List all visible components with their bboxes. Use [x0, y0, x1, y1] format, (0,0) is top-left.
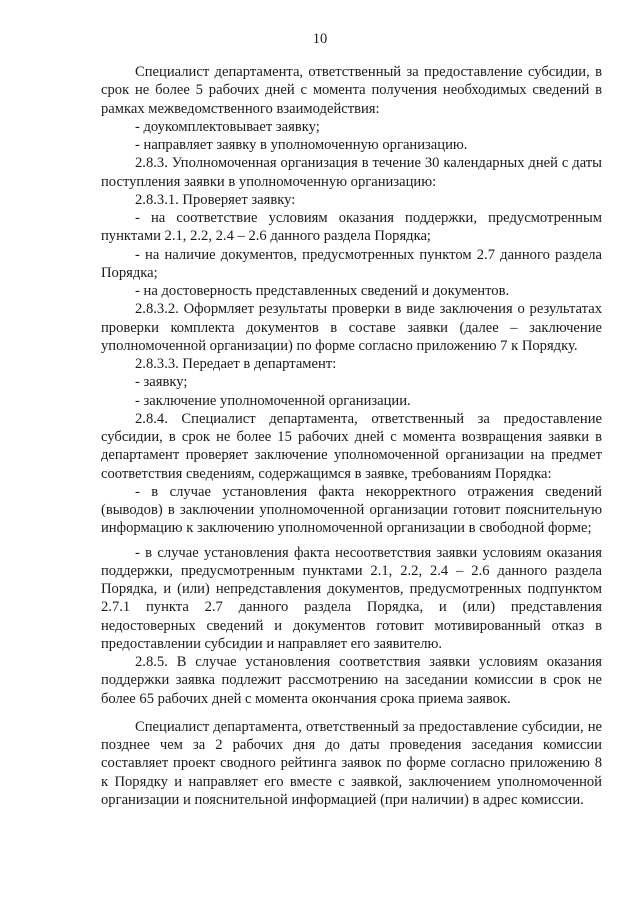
list-item-conclusion: - заключение уполномоченной организации. — [135, 392, 411, 409]
paragraph-2-8-3: 2.8.3. Уполномоченная организация в течение 30 календарных дней с даты поступления заявки в уполномоченную организацию: — [101, 155, 602, 190]
list-item-reliability-check: - на достоверность представленных сведений и документов. — [135, 283, 510, 299]
list-item-nonconformity: - в случае установления факта несоответствия заявки условиям оказания поддержки, предусмотренным пунктами 2.1, 2.2, 2.4 – 2.6 данного раздела Порядка, и (или) непредставления документов, предусмотренных подпунктом 2.7.1 пункта 2.7 данного раздела Порядка, и (или) представления недостоверных сведений и документов готовит мотивированный отказ в предоставлении субсидии и направляет его заявителю. — [101, 544, 602, 652]
paragraph-specialist-intro: Специалист департамента, ответственный за предоставление субсидии, в срок не более 5 рабочих дней с момента получения необходимых сведений в рамках межведомственного взаимодействия: — [101, 64, 602, 117]
document-body — [101, 63, 602, 809]
paragraph-2-8-3-2: 2.8.3.2. Оформляет результаты проверки в виде заключения о результатах проверки комплекта документов в составе заявки (далее – заключение уполномоченной организации) по форме согласно приложению 7 к Порядку. — [101, 301, 602, 354]
paragraph-2-8-3-3: 2.8.3.3. Передает в департамент: — [135, 356, 337, 372]
list-item-application: - заявку; — [135, 374, 188, 391]
list-item-documents-check: - на наличие документов, предусмотренных пунктом 2.7 данного раздела Порядка; — [101, 246, 602, 281]
paragraph-rating-draft: Специалист департамента, ответственный за предоставление субсидии, не позднее чем за 2 рабочих дня до даты проведения заседания комиссии составляет проект сводного рейтинга заявок по форме согласно приложению 8 к Порядку и направляет его вместе с заявкой, заключением уполномоченной организации и пояснительной информацией (при наличии) в адрес комиссии. — [101, 718, 602, 808]
list-item-complete-application: - доукомплектовывает заявку; — [135, 118, 320, 135]
page-number: 10 — [312, 31, 328, 47]
list-item-conditions-check: - на соответствие условиям оказания поддержки, предусмотренным пунктами 2.1, 2.2, 2.4 – 2.6 данного раздела Порядка; — [101, 210, 602, 245]
paragraph-2-8-4: 2.8.4. Специалист департамента, ответственный за предоставление субсидии, в срок не более 15 рабочих дней с момента возвращения заявки в департамент проверяет заключение уполномоченной организации на предмет соответствия сведениям, содержащимся в заявке, требованиям Порядка: — [101, 410, 602, 482]
paragraph-2-8-5: 2.8.5. В случае установления соответствия заявки условиям оказания поддержки заявка подлежит рассмотрению на заседании комиссии в срок не более 65 рабочих дней с момента окончания срока приема заявок. — [101, 654, 602, 707]
list-item-send-application: - направляет заявку в уполномоченную организацию. — [135, 137, 468, 153]
paragraph-2-8-3-1: 2.8.3.1. Проверяет заявку: — [135, 191, 296, 208]
list-item-incorrect-reflection: - в случае установления факта некорректного отражения сведений (выводов) в заключении уполномоченной организации готовит пояснительную информацию к заключению уполномоченной организации в свободной форме; — [101, 483, 602, 537]
